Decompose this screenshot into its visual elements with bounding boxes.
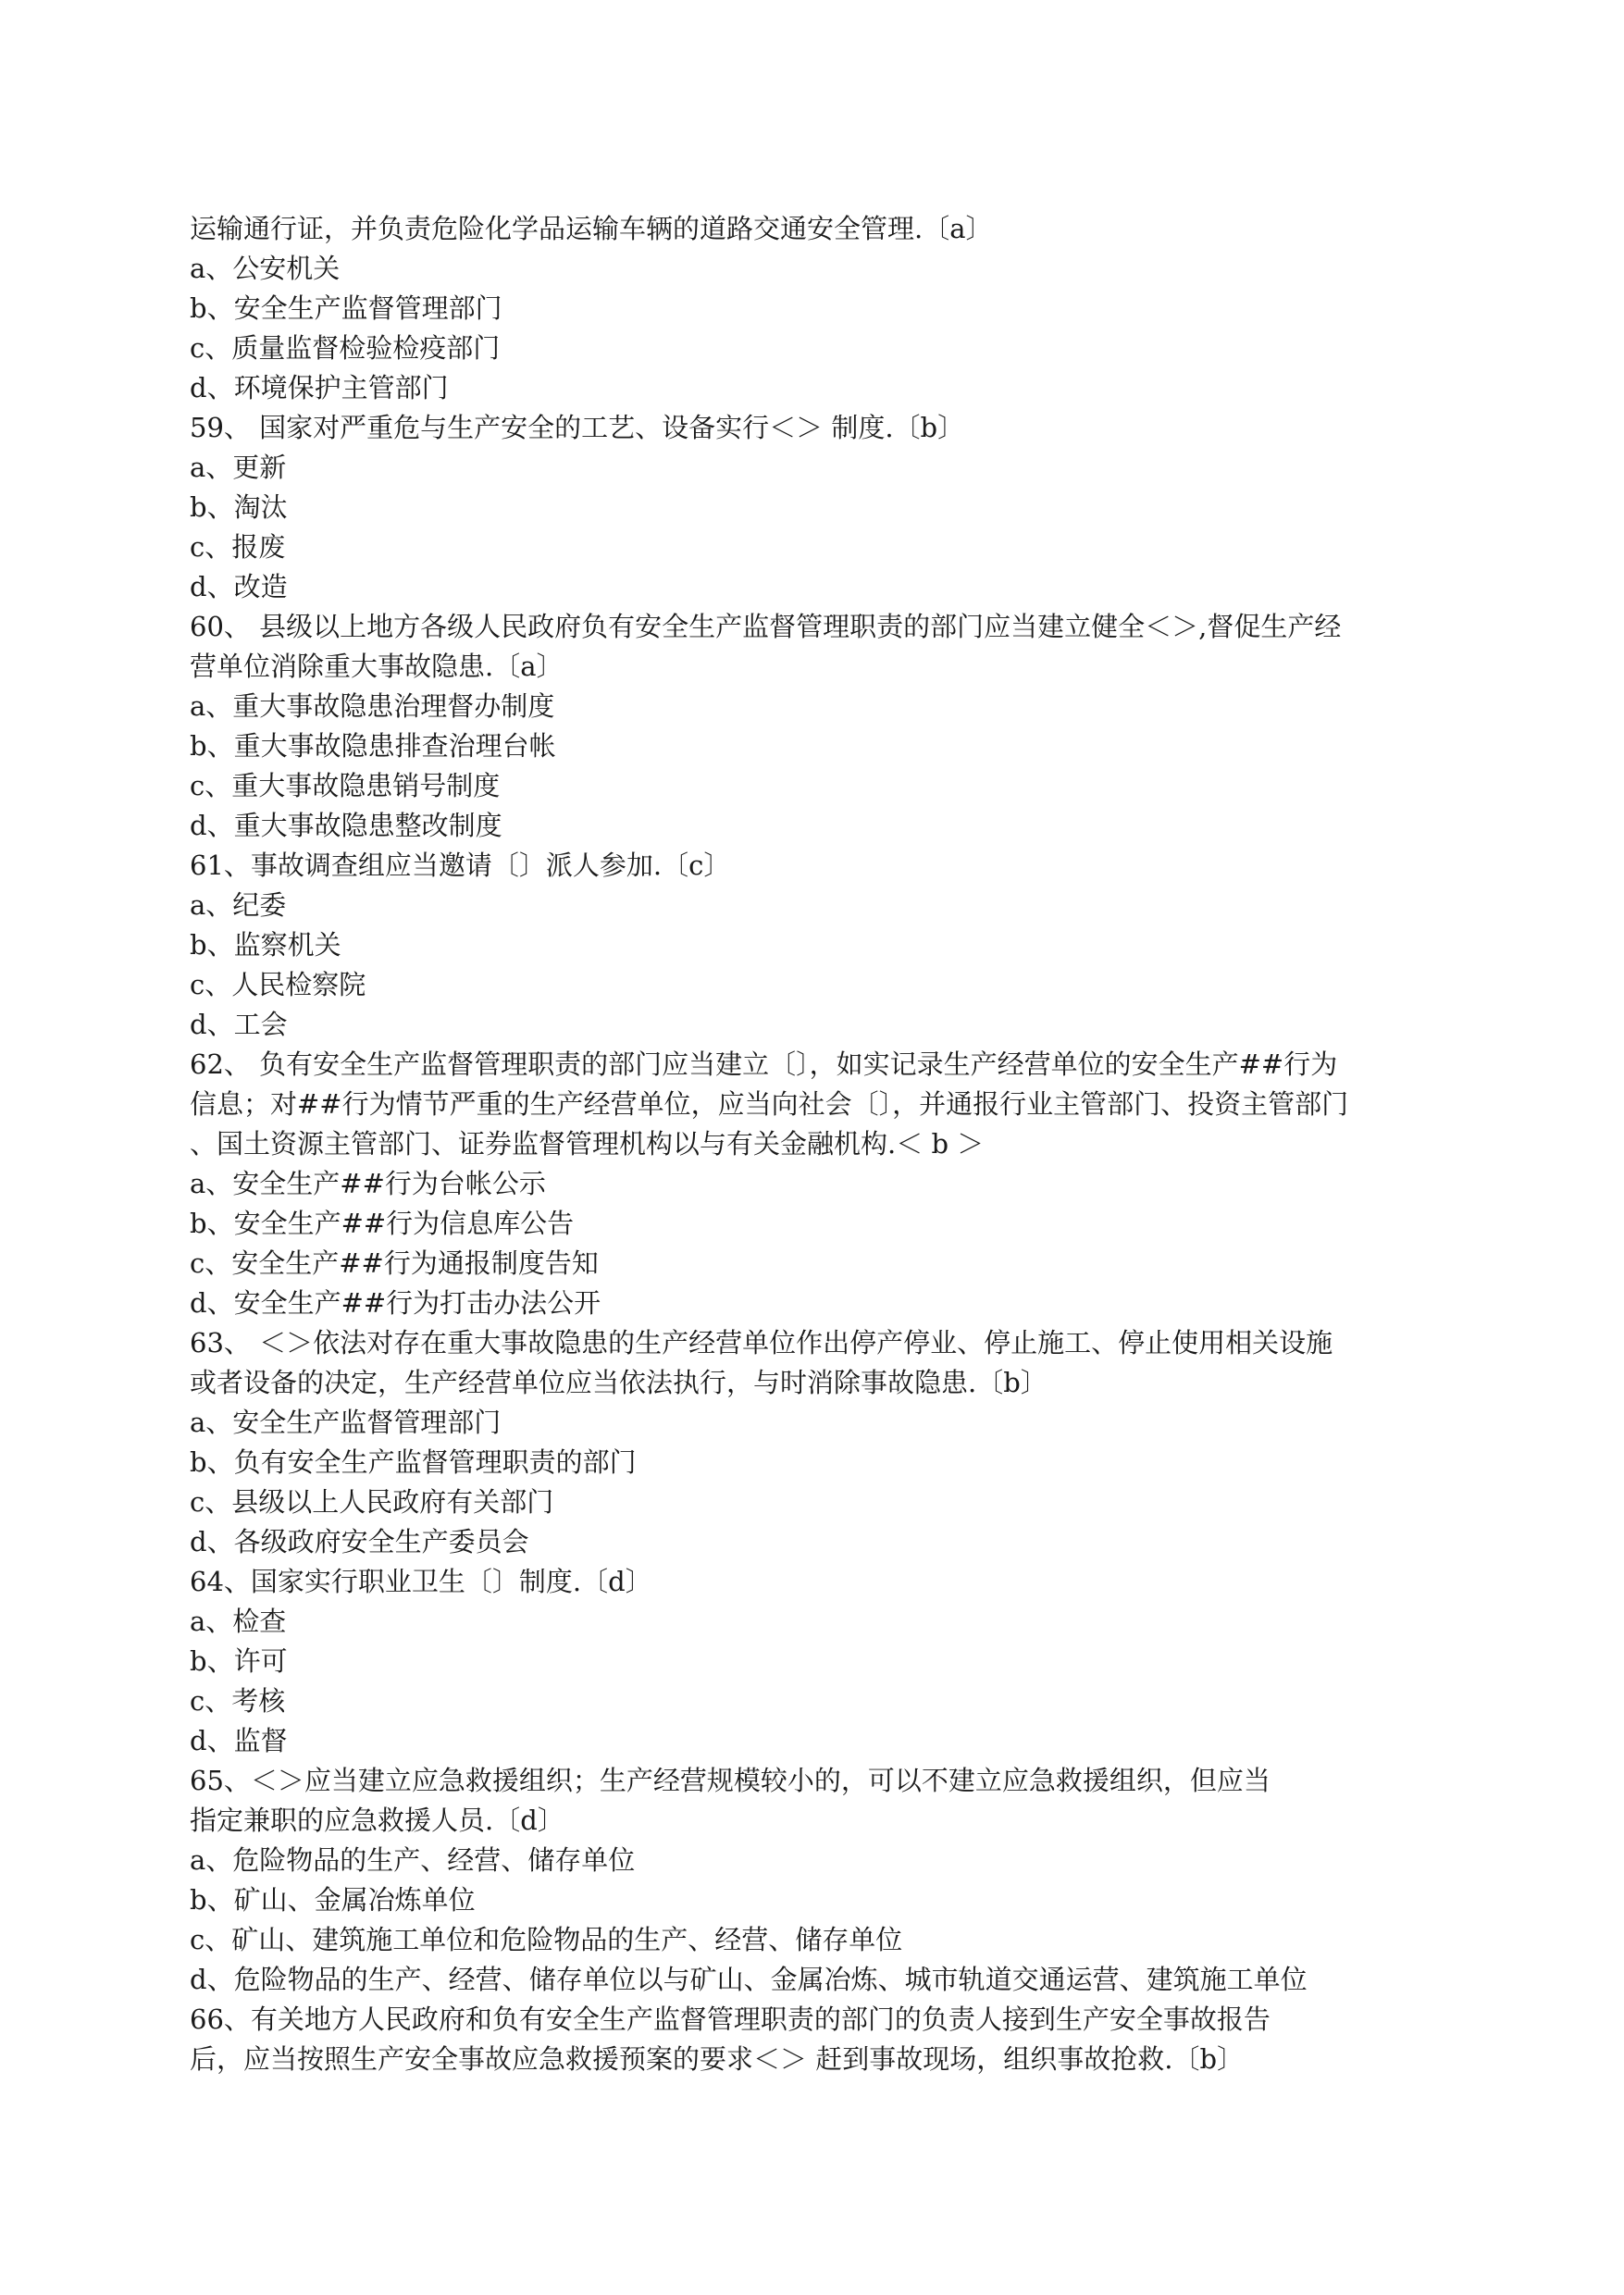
text-line: b、负有安全生产监督管理职责的部门 xyxy=(190,1446,637,1478)
text-line: c、考核 xyxy=(190,1685,286,1717)
text-line: 59、 国家对严重危与生产安全的工艺、设备实行＜＞ 制度.〔b〕 xyxy=(190,412,965,443)
text-line: 营单位消除重大事故隐患.〔a〕 xyxy=(190,651,564,682)
text-line: 66、有关地方人民政府和负有安全生产监督管理职责的部门的负责人接到生产安全事故报告 xyxy=(190,2003,1271,2035)
text-line: d、工会 xyxy=(190,1009,288,1040)
text-line: c、质量监督检验检疫部门 xyxy=(190,332,501,364)
text-line: a、公安机关 xyxy=(190,253,341,284)
text-line: 62、 负有安全生产监督管理职责的部门应当建立〔〕，如实记录生产经营单位的安全生产##行为 xyxy=(190,1048,1338,1080)
text-line: b、淘汰 xyxy=(190,491,288,523)
text-line: a、重大事故隐患治理督办制度 xyxy=(190,690,555,722)
text-line: 后，应当按照生产安全事故应急救援预案的要求＜＞ 赶到事故现场，组织事故抢救.〔b〕 xyxy=(190,2043,1245,2075)
text-line: 指定兼职的应急救援人员.〔d〕 xyxy=(190,1805,564,1836)
text-line: d、监督 xyxy=(190,1725,288,1756)
text-line: d、危险物品的生产、经营、储存单位以与矿山、金属冶炼、城市轨道交通运营、建筑施工单位 xyxy=(190,1964,1308,1995)
text-line: b、矿山、金属冶炼单位 xyxy=(190,1884,476,1916)
text-line: 65、＜＞应当建立应急救援组织；生产经营规模较小的，可以不建立应急救援组织，但应当 xyxy=(190,1765,1271,1796)
text-line: 、国土资源主管部门、证券监督管理机构以与有关金融机构.＜ b ＞ xyxy=(190,1128,985,1160)
text-line: b、重大事故隐患排查治理台帐 xyxy=(190,730,556,762)
text-line: b、安全生产##行为信息库公告 xyxy=(190,1208,575,1239)
text-line: 63、 ＜＞依法对存在重大事故隐患的生产经营单位作出停产停业、停止施工、停止使用相关设施 xyxy=(190,1327,1333,1358)
text-line: d、各级政府安全生产委员会 xyxy=(190,1526,529,1557)
text-line: 60、 县级以上地方各级人民政府负有安全生产监督管理职责的部门应当建立健全＜＞,督促生产经 xyxy=(190,611,1342,642)
text-line: 64、国家实行职业卫生〔〕制度.〔d〕 xyxy=(190,1566,652,1597)
text-line: b、安全生产监督管理部门 xyxy=(190,292,502,324)
text-line: c、重大事故隐患销号制度 xyxy=(190,770,501,801)
text-line: b、许可 xyxy=(190,1645,288,1677)
text-line: c、安全生产##行为通报制度告知 xyxy=(190,1247,599,1279)
text-line: b、监察机关 xyxy=(190,929,341,961)
text-line: d、环境保护主管部门 xyxy=(190,372,449,403)
text-line: 或者设备的决定，生产经营单位应当依法执行，与时消除事故隐患.〔b〕 xyxy=(190,1367,1048,1398)
text-line: 信息；对##行为情节严重的生产经营单位，应当向社会〔〕，并通报行业主管部门、投资主管部门 xyxy=(190,1088,1349,1120)
text-line: c、县级以上人民政府有关部门 xyxy=(190,1486,554,1518)
text-line: 运输通行证，并负责危险化学品运输车辆的道路交通安全管理.〔a〕 xyxy=(190,213,993,244)
text-line: c、矿山、建筑施工单位和危险物品的生产、经营、储存单位 xyxy=(190,1924,903,1955)
text-line: a、安全生产##行为台帐公示 xyxy=(190,1168,546,1199)
text-line: c、人民检察院 xyxy=(190,969,366,1000)
text-line: a、检查 xyxy=(190,1606,287,1637)
text-line: c、报废 xyxy=(190,531,286,563)
text-line: a、安全生产监督管理部门 xyxy=(190,1407,502,1438)
text-line: d、改造 xyxy=(190,571,288,602)
document-body xyxy=(190,209,1448,2079)
text-line: a、纪委 xyxy=(190,889,287,921)
text-line: d、重大事故隐患整改制度 xyxy=(190,810,502,841)
text-line: a、危险物品的生产、经营、储存单位 xyxy=(190,1844,636,1876)
text-line: 61、事故调查组应当邀请〔〕派人参加.〔c〕 xyxy=(190,850,731,881)
text-line: d、安全生产##行为打击办法公开 xyxy=(190,1287,601,1319)
text-line: a、更新 xyxy=(190,452,287,483)
